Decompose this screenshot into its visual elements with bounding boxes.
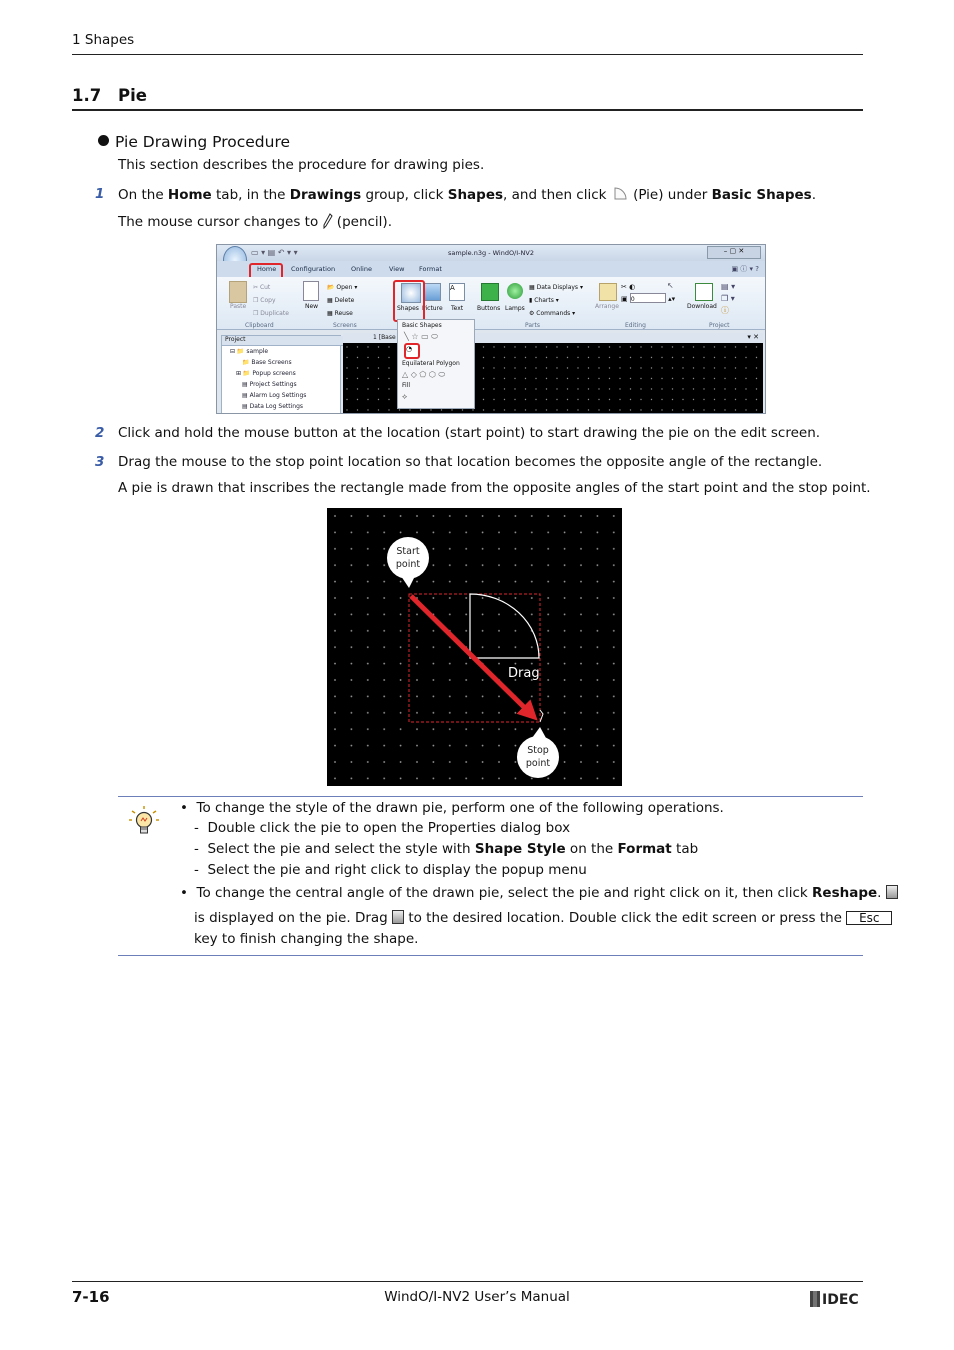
lightbulb-icon (128, 805, 160, 841)
group-screens: Screens (333, 322, 357, 329)
shapes-label: Shapes (397, 305, 419, 312)
grid-dots (327, 508, 622, 786)
project-items[interactable]: ▤ ▾ ❐ ▾ ⓘ (721, 282, 736, 315)
doc-tab[interactable]: 1 [Base (373, 334, 396, 341)
stop-label-2: point (525, 758, 551, 769)
lamps-icon[interactable] (507, 283, 523, 299)
hint-dash-1: - Double click the pie to open the Properties dialog box (194, 820, 571, 836)
intro-text: This section describes the procedure for drawing pies. (118, 157, 485, 173)
pie-shape-button[interactable]: ◔ (404, 343, 420, 359)
document-tabs: 1 [Base ▾ ✕ (343, 333, 763, 344)
new-label: New (305, 303, 319, 310)
picture-label: Picture (422, 305, 443, 312)
running-header: 1 Shapes (72, 32, 135, 48)
new-screen-icon[interactable] (303, 281, 319, 301)
tab-format[interactable]: Format (419, 265, 442, 273)
screens-items[interactable]: 📂 Open ▾ ▦ Delete ▦ Reuse (327, 284, 358, 317)
header-rule (72, 54, 863, 55)
start-label-2: point (395, 559, 421, 570)
footer-rule (72, 1281, 863, 1282)
hint-box (118, 796, 882, 956)
window-title: sample.n3g - WindO/I-NV2 (448, 249, 534, 257)
pencil-icon (323, 213, 333, 233)
step1-text: On the Home tab, in the Drawings group, click Shapes, and then click (Pie) under Basic Shapes. (118, 186, 816, 206)
drag-label: Drag (508, 666, 540, 681)
page-number: 7-16 (72, 1288, 110, 1306)
ribbon-tabs: Home Configuration Online View Format ▣ ⓘ ▾ ? (217, 261, 765, 277)
step2-text: Click and hold the mouse button at the location (start point) to start drawing the pie on the edit screen. (118, 425, 821, 441)
window-titlebar: ▭ ▾ ▤ ↶ ▾ ▾ sample.n3g - WindO/I-NV2 – ▢ ✕ (217, 245, 765, 261)
editing-items[interactable]: ✂ ◐ ▣ 0 ▴▾ (621, 283, 676, 303)
start-label-1: Start (396, 546, 420, 557)
tree-item[interactable]: ▤ Alarm Log Settings (242, 392, 307, 399)
cursor-text: The mouse cursor changes to (pencil). (118, 213, 392, 233)
step-number: 2 (95, 425, 105, 441)
step3-result: A pie is drawn that inscribes the rectangle made from the opposite angles of the start point and the stop point. (118, 480, 871, 496)
idec-logo (810, 1290, 864, 1312)
hint-bullet-2: • To change the central angle of the drawn pie, select the pie and right click on it, then click Reshape. (180, 885, 898, 901)
tree-item[interactable]: ⊟ 📁 sample (230, 348, 269, 355)
clipboard-items[interactable]: ✂ Cut ❐ Copy ❐ Duplicate (253, 284, 289, 317)
section-number: 1.7 (72, 86, 102, 105)
lamps-label: Lamps (505, 305, 525, 312)
section-heading (72, 86, 147, 105)
hint-bullet-2-end: key to finish changing the shape. (194, 931, 419, 947)
group-project: Project (709, 322, 730, 329)
subsection-title: Pie Drawing Procedure (115, 133, 291, 151)
paste-icon[interactable] (229, 281, 247, 303)
paste-label: Paste (230, 303, 247, 310)
section-rule (72, 109, 863, 111)
buttons-label: Buttons (477, 305, 501, 312)
dropdown-basic-shapes: Basic Shapes (402, 322, 442, 329)
fill-icon[interactable]: ⟡ (402, 392, 408, 401)
hint-bullet-2-cont: is displayed on the pie. Drag to the desired location. Double click the edit screen or press the Esc (194, 910, 892, 926)
tree-item[interactable]: ▤ Data Log Settings (242, 403, 304, 410)
download-label: Download (687, 303, 717, 310)
dropdown-equilateral-polygon: Equilateral Polygon (402, 360, 460, 367)
group-editing: Editing (625, 322, 646, 329)
reshape-handle-icon (392, 910, 404, 924)
tab-view[interactable]: View (389, 265, 405, 273)
panel-title: Project (222, 336, 343, 346)
software-screenshot (216, 244, 766, 414)
stop-label-1: Stop (527, 745, 549, 756)
step-number: 3 (95, 454, 105, 470)
tree-item[interactable]: 📁 Base Screens (242, 359, 292, 366)
arrange-label: Arrange (595, 303, 619, 310)
reshape-handle-icon (886, 885, 898, 899)
basic-shape-icons[interactable]: ╲ ☆ ▭ ⬭ (404, 332, 439, 341)
text-label: Text (451, 305, 464, 312)
group-clipboard: Clipboard (245, 322, 274, 329)
hint-bullet-1: • To change the style of the drawn pie, perform one of the following operations. (180, 800, 724, 816)
group-parts: Parts (525, 322, 540, 329)
tree-item[interactable]: ⊞ 📁 Popup screens (236, 370, 296, 377)
tab-configuration[interactable]: Configuration (291, 265, 336, 273)
hint-dash-2: - Select the pie and select the style with Shape Style on the Format tab (194, 841, 699, 857)
download-icon[interactable] (695, 283, 713, 301)
buttons-icon[interactable] (481, 283, 499, 301)
subsection-heading (98, 133, 290, 151)
picture-icon[interactable] (423, 283, 441, 301)
tab-online[interactable]: Online (351, 265, 372, 273)
pie-drawing-figure (327, 508, 622, 786)
tree-item[interactable]: ▤ Project Settings (242, 381, 297, 388)
arrange-icon[interactable] (599, 283, 617, 301)
shapes-highlight (393, 280, 425, 322)
svg-text:IDEC: IDEC (822, 1292, 859, 1308)
step3-text: Drag the mouse to the stop point location so that location becomes the opposite angle of the rectangle. (118, 454, 823, 470)
esc-key: Esc (846, 911, 892, 925)
dropdown-fill: Fill (402, 382, 411, 389)
window-controls[interactable]: – ▢ ✕ (707, 246, 761, 259)
hint-dash-3: - Select the pie and right click to display the popup menu (194, 862, 587, 878)
shapes-dropdown (397, 319, 475, 409)
ribbon (217, 277, 765, 330)
manual-title: WindO/I-NV2 User’s Manual (384, 1289, 570, 1305)
parts-items[interactable]: ▦ Data Displays ▾ ▮ Charts ▾ ⚙ Commands ▾ (529, 284, 583, 317)
project-panel (221, 335, 341, 414)
pointer-icon[interactable]: ↖ (667, 281, 674, 290)
text-icon[interactable]: A (449, 283, 465, 301)
section-title: Pie (118, 86, 147, 105)
bullet-icon (98, 135, 109, 146)
tab-home[interactable]: Home (257, 265, 277, 273)
polygon-icons[interactable]: △ ◇ ⬠ ⬡ ⬭ (402, 370, 446, 379)
pie-icon (611, 186, 629, 206)
step-number: 1 (95, 186, 105, 202)
